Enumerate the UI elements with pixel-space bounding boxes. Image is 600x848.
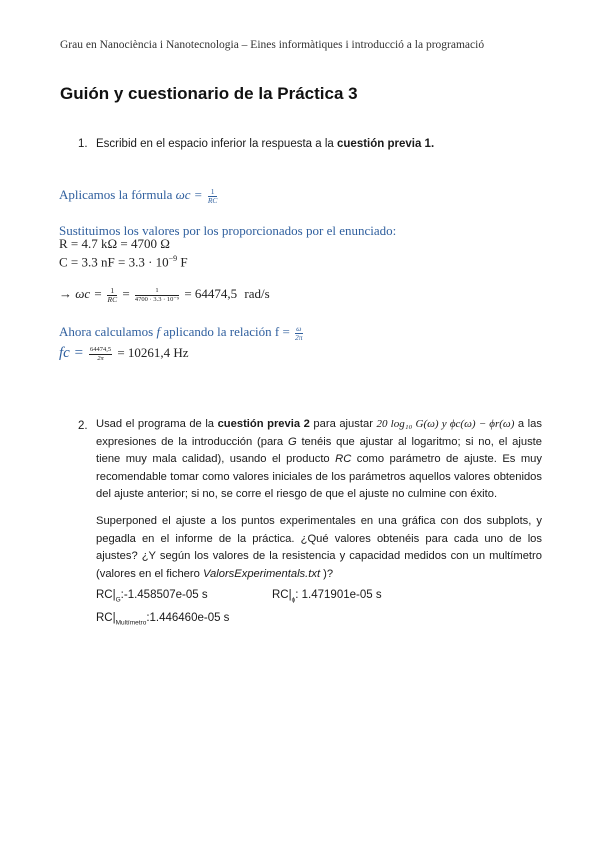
q2-text-RC: RC [335,453,352,466]
rc-phi-label: RC| [272,589,292,601]
answer-formula-fraction [208,188,218,205]
question-2-number: 2. [78,420,88,432]
frequency-relation-pre: Ahora calculamos [59,324,154,339]
answer-line-substitute: Sustituimos los valores por los proporcionados por el enunciado: [59,223,397,238]
rc-g-subscript: G [115,596,121,604]
q2-p2-text-b: )? [320,567,334,580]
frequency-result: = 10261,4 Hz [117,345,189,360]
fraction-denominator: 2π [295,332,303,342]
capacitance-value: C = 3.3 nF = 3.3 · 10 [59,254,169,270]
fraction-numerator: 1 [135,287,179,296]
question-1-number: 1. [78,138,88,150]
rc-m-label: RC| [96,612,116,624]
result-rc-multimeter [96,612,229,626]
answer-line-omega [59,286,270,304]
fraction-numerator: ω [296,323,302,333]
capacitance-exponent: −9 [168,254,178,263]
frequency-relation-mid: aplicando la relación f = [163,324,290,339]
q2-text-b: para ajustar [309,418,377,430]
q2-p2-filename: ValorsExperimentals.txt [202,567,321,580]
omega-lhs: → ωc = [59,286,103,301]
fraction-denominator: 4700 · 3.3 · 10⁻⁹ [134,295,180,303]
omega-fraction-2 [135,287,179,304]
answer-formula-text: Aplicamos la fórmula [59,187,173,202]
omega-result: = 64474,5 [184,286,238,301]
page-title: Guión y cuestionario de la Práctica 3 [60,84,358,103]
answer-line-frequency-result [59,345,189,363]
answer-line-resistance: R = 4.7 kΩ = 4700 Ω [59,236,170,251]
equals-sign: = [122,286,130,301]
rc-m-subscript: Multímetro [115,619,147,627]
fraction-numerator: 64474,5 [89,345,112,353]
result-rc-phi [272,589,382,603]
q2-text-bold: cuestión previa 2 [217,418,310,430]
q2-text-a: Usad el programa de la [96,418,218,430]
fraction-numerator: 1 [107,287,117,296]
fraction-denominator: 2π [97,354,104,362]
frequency-fraction [89,346,112,363]
fraction-denominator: RC [107,294,118,304]
rc-phi-subscript: ϕ [291,596,296,604]
rc-g-value: :-1.458507e-05 s [120,589,208,601]
question-1-text-pre: Escribid en el espacio inferior la respuesta a la [96,138,337,150]
frequency-lhs: fc = [59,345,84,361]
q2-text-e: como parámetro de ajuste. Es muy recomendable tomar como valores iniciales de los parámetros aquellos valores obtenidos del ajuste anterior; si no, se corre el riesgo de que el ajuste no culmine con éxito. [96,453,542,501]
rc-m-value: :1.446460e-05 s [146,612,230,624]
q2-text-G: G [287,435,297,448]
q2-p2-text-a: Superponed el ajuste a los puntos experimentales en una gráfica con dos subplots, y pegadla en el informe de la práctica. ¿Qué valores obtenéis para cada uno de los ajustes? ¿Y según los valores de la resistencia y capacidad medidos con un multímetro (valores en el fichero [96,515,542,580]
answer-line-capacitance [59,254,188,270]
fraction-numerator: 1 [208,188,218,197]
question-1-text [96,138,434,150]
question-1-text-bold: cuestión previa 1. [337,138,435,150]
frequency-relation-fraction [295,325,303,342]
q2-text-d: tenéis que ajustar al logaritmo; si no, el ajuste tiene muy mala calidad), usando el producto [96,435,542,466]
rc-g-label: RC| [96,589,116,601]
omega-unit: rad/s [244,286,270,301]
fraction-denominator: RC [207,195,218,205]
answer-line-frequency-relation [59,324,305,342]
q2-math-expression: 20 log₁₀ G(ω) y ϕc(ω) − ϕr(ω) [376,418,515,430]
result-rc-g [96,589,208,603]
omega-fraction-1 [107,287,117,304]
rc-phi-value: : 1.471901e-05 s [295,589,382,601]
question-2-paragraph-2 [96,513,542,583]
page-header: Grau en Nanociència i Nanotecnologia – Eines informàtiques i introducció a la programació [60,39,485,51]
capacitance-unit: F [180,254,188,270]
answer-formula-lhs: ωc = [175,187,203,202]
frequency-symbol: f [156,324,161,339]
answer-line-formula [59,187,219,205]
q2-text-c: a las expresiones de la introducción (para [96,418,542,448]
question-2-paragraph-1 [96,416,542,504]
